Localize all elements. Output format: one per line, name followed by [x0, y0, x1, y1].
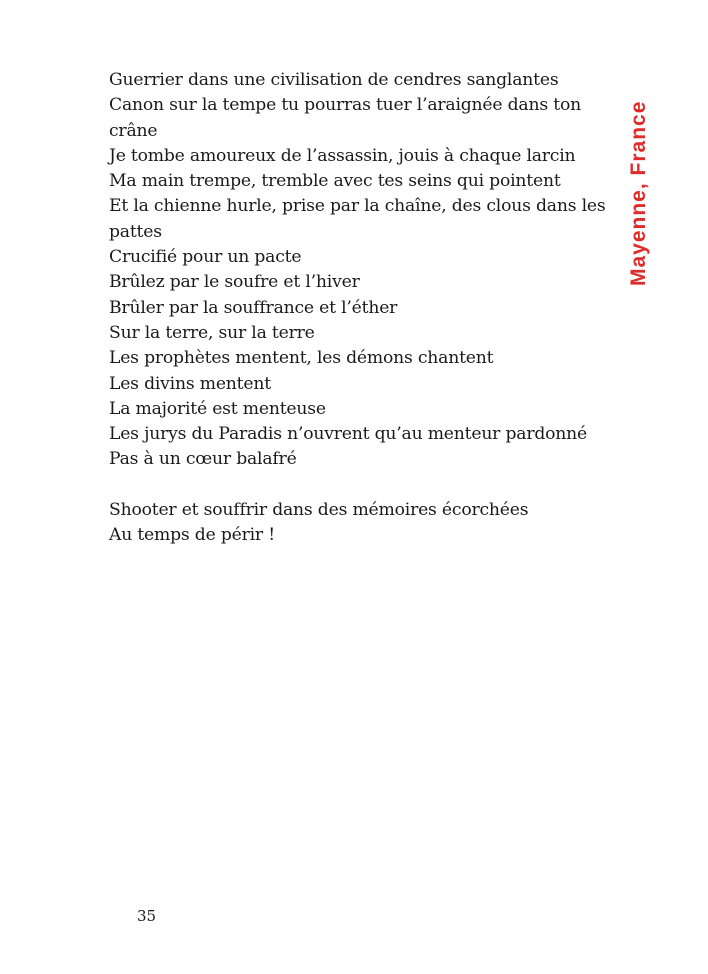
stanza-1: [109, 68, 609, 473]
poem-line: Au temps de périr !: [109, 525, 275, 546]
poem-line: Les prophètes mentent, les démons chantent: [109, 348, 494, 369]
poem-line: Crucifié pour un pacte: [109, 247, 302, 268]
poem-line: Canon sur la tempe tu pourras tuer l’araignée dans ton: [109, 95, 581, 116]
section-title-vertical: Mayenne, France: [627, 100, 650, 286]
poem-line: Pas à un cœur balafré: [109, 449, 297, 470]
poem-line: Je tombe amoureux de l’assassin, jouis à chaque larcin: [109, 145, 576, 166]
poem-line: Guerrier dans une civilisation de cendres sanglantes: [109, 70, 559, 90]
poem-line: Shooter et souffrir dans des mémoires écorchées: [109, 500, 529, 521]
poem-line: Ma main trempe, tremble avec tes seins qui pointent: [109, 171, 561, 192]
poem-line: Les jurys du Paradis n’ouvrent qu’au menteur pardonné: [109, 424, 587, 445]
poem-line: crâne: [109, 120, 158, 141]
poem-line: La majorité est menteuse: [109, 398, 326, 419]
poem-line: Brûler par la souffrance et l’éther: [109, 297, 398, 318]
poem: [109, 68, 609, 549]
poem-line: Sur la terre, sur la terre: [109, 322, 315, 343]
poem-line: Et la chienne hurle, prise par la chaîne, des clous dans les: [109, 196, 606, 217]
page-number: 35: [137, 907, 157, 925]
poem-line: pattes: [109, 221, 162, 242]
stanza-2: [109, 498, 609, 549]
poem-line: Brûlez par le soufre et l’hiver: [109, 272, 360, 293]
poem-line: Les divins mentent: [109, 373, 271, 394]
